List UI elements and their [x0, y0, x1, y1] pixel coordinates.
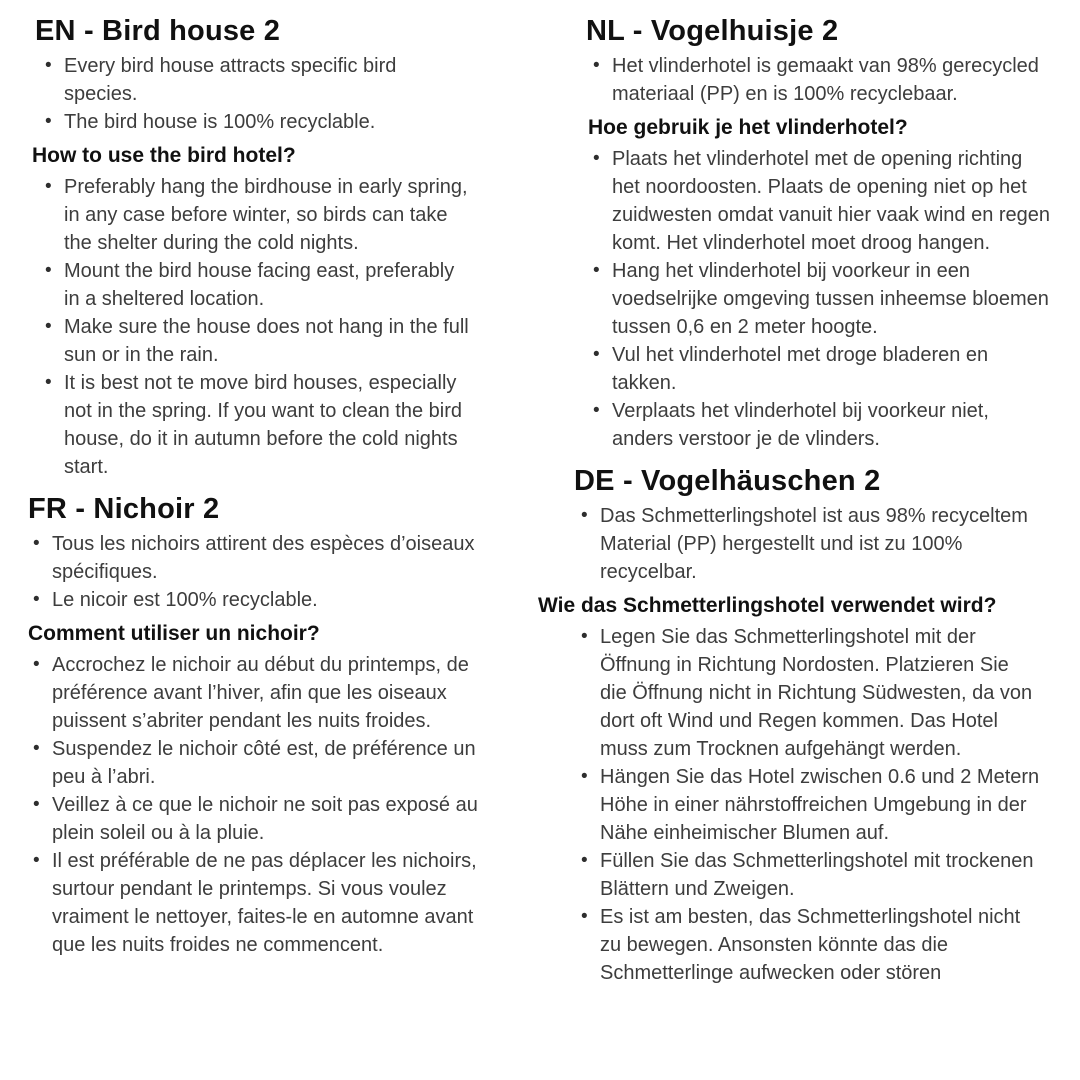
section-title-fr: FR - Nichoir 2: [28, 493, 220, 525]
intro-list-fr: [30, 530, 480, 614]
usage-list-nl: [590, 145, 1052, 453]
intro-list-de: [578, 502, 1040, 586]
left-column: [28, 12, 538, 987]
section-en: [28, 12, 538, 481]
bullet-item: • Verplaats het vlinderhotel bij voorkeur niet, anders verstoor je de vlinders.: [590, 397, 1052, 453]
section-title-nl: NL - Vogelhuisje 2: [586, 15, 839, 47]
right-column: [538, 12, 1080, 987]
bullet-item: • Accrochez le nichoir au début du printemps, de préférence avant l’hiver, afin que les oiseaux puissent s’abriter pendant les nuits froides.: [30, 651, 480, 735]
intro-list-nl: [590, 52, 1052, 108]
section-fr: [28, 490, 538, 959]
bullet-item: • Mount the bird house facing east, preferably in a sheltered location.: [42, 257, 470, 313]
bullet-item: • Vul het vlinderhotel met droge bladeren en takken.: [590, 341, 1052, 397]
bullet-item: • Tous les nichoirs attirent des espèces d’oiseaux spécifiques.: [30, 530, 480, 586]
section-nl: [538, 12, 1080, 453]
bullet-item: • Legen Sie das Schmetterlingshotel mit der Öffnung in Richtung Nordosten. Platzieren Sie die Öffnung nicht in Richtung Südwesten, da von dort oft Wind und Regen kommen. Das Hotel muss zum Trocknen aufgehängt werden.: [578, 623, 1040, 763]
bullet-item: • Het vlinderhotel is gemaakt van 98% gerecycled materiaal (PP) en is 100% recyclebaar.: [590, 52, 1052, 108]
bullet-item: • The bird house is 100% recyclable.: [42, 108, 470, 136]
bullet-item: • Il est préférable de ne pas déplacer les nichoirs, surtour pendant le printemps. Si vous voulez vraiment le nettoyer, faites-le en automne avant que les nuits froides ne commencent.: [30, 847, 480, 959]
section-subheading-en: How to use the bird hotel?: [32, 144, 296, 167]
bullet-item: • Make sure the house does not hang in the full sun or in the rain.: [42, 313, 470, 369]
bullet-item: • Preferably hang the birdhouse in early spring, in any case before winter, so birds can take the shelter during the cold nights.: [42, 173, 470, 257]
bullet-item: • Every bird house attracts specific bird species.: [42, 52, 470, 108]
bullet-item: • Hang het vlinderhotel bij voorkeur in een voedselrijke omgeving tussen inheemse bloemen tussen 0,6 en 2 meter hoogte.: [590, 257, 1052, 341]
bullet-item: • Le nicoir est 100% recyclable.: [30, 586, 480, 614]
usage-list-fr: [30, 651, 480, 959]
bullet-item: • Veillez à ce que le nichoir ne soit pas exposé au plein soleil ou à la pluie.: [30, 791, 480, 847]
section-subheading-fr: Comment utiliser un nichoir?: [28, 622, 320, 645]
section-title-de: DE - Vogelhäuschen 2: [574, 465, 881, 497]
section-subheading-de: Wie das Schmetterlingshotel verwendet wird?: [538, 594, 997, 617]
bullet-item: • Das Schmetterlingshotel ist aus 98% recyceltem Material (PP) hergestellt und ist zu 100% recycelbar.: [578, 502, 1040, 586]
bullet-item: • Füllen Sie das Schmetterlingshotel mit trockenen Blättern und Zweigen.: [578, 847, 1040, 903]
bullet-item: • It is best not te move bird houses, especially not in the spring. If you want to clean the bird house, do it in autumn before the cold nights start.: [42, 369, 470, 481]
intro-list-en: [42, 52, 470, 136]
section-subheading-nl: Hoe gebruik je het vlinderhotel?: [588, 116, 908, 139]
usage-list-en: [42, 173, 470, 481]
bullet-item: • Es ist am besten, das Schmetterlingshotel nicht zu bewegen. Ansonsten könnte das die Schmetterlinge aufwecken oder stören: [578, 903, 1040, 987]
bullet-item: • Plaats het vlinderhotel met de opening richting het noordoosten. Plaats de opening niet op het zuidwesten omdat vanuit hier vaak wind en regen komt. Het vlinderhotel moet droog hangen.: [590, 145, 1052, 257]
bullet-item: • Hängen Sie das Hotel zwischen 0.6 und 2 Metern Höhe in einer nährstoffreichen Umgebung in der Nähe einheimischer Blumen auf.: [578, 763, 1040, 847]
section-de: [538, 462, 1080, 987]
bullet-item: • Suspendez le nichoir côté est, de préférence un peu à l’abri.: [30, 735, 480, 791]
usage-list-de: [578, 623, 1040, 987]
section-title-en: EN - Bird house 2: [35, 15, 281, 47]
